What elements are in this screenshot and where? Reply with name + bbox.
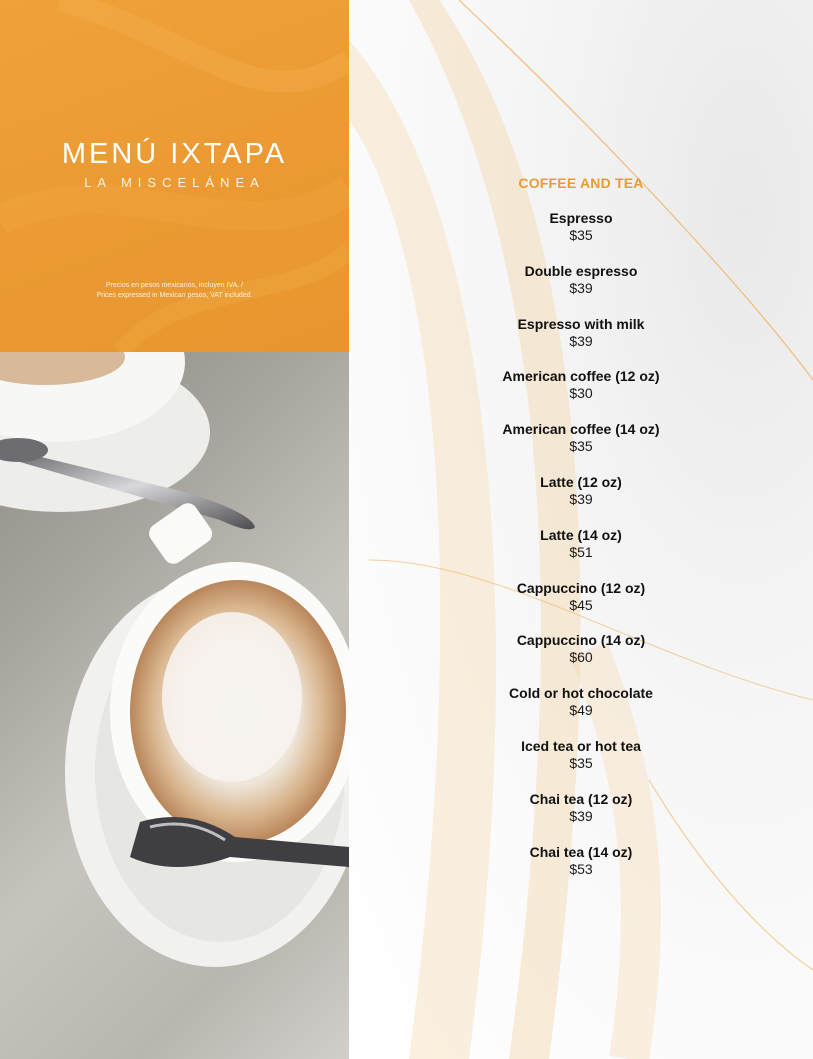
menu-item-name: American coffee (12 oz) [502,368,660,385]
menu-item-price: $39 [569,490,593,507]
coffee-photo [0,352,349,1059]
menu-item-name: Espresso with milk [517,315,645,332]
menu-item [349,368,813,421]
menu-item-price: $35 [569,227,593,243]
menu-item-name: Double espresso [524,262,638,279]
menu-item-name: Chai tea (14 oz) [529,843,633,860]
section-title-coffee-and-tea: COFFEE AND TEA [518,175,644,191]
menu-item-name: Latte (12 oz) [540,473,622,490]
menu-item-price: $30 [569,385,593,402]
menu-item [349,738,813,791]
menu-item-price: $49 [569,702,593,719]
menu-item-price: $39 [569,332,593,349]
menu-item [349,580,813,633]
price-note [0,281,349,301]
menu-item-price: $51 [569,543,593,560]
menu-item [349,527,813,580]
menu-item [349,632,813,685]
menu-item [349,474,813,527]
menu-item-price: $39 [569,279,593,296]
page-title: MENÚ IXTAPA [61,138,288,170]
menu-item [349,844,813,897]
menu-item-price: $35 [569,438,593,455]
menu-item-price: $35 [569,754,593,771]
menu-item-name: American coffee (14 oz) [502,421,660,438]
menu-item-price: $60 [569,649,593,666]
menu-item [349,263,813,316]
menu-item-name: Chai tea (12 oz) [529,790,633,807]
menu-item-name: Cold or hot chocolate [509,685,653,702]
menu-item-price: $39 [569,807,593,824]
page-subtitle: LA MISCELÁNEA [84,175,265,190]
menu-item [349,685,813,738]
price-note-es: Precios en pesos mexicanos, incluyen IVA. / [105,282,244,289]
menu-list [349,210,813,896]
menu-item [349,421,813,474]
price-note-en: Prices expressed in Mexican pesos, VAT included. [96,292,253,299]
header-block [0,0,349,352]
menu-item-name: Espresso [549,210,613,226]
menu-item-price: $53 [569,860,593,877]
coffee-cups-image [0,352,349,1059]
menu-item-price: $45 [569,596,593,613]
menu-item-name: Latte (14 oz) [540,526,622,543]
menu-item [349,791,813,844]
menu-item [349,210,813,263]
menu-item-name: Cappuccino (12 oz) [516,579,646,596]
menu-item-name: Cappuccino (14 oz) [516,632,646,649]
menu-item [349,316,813,369]
menu-item-name: Iced tea or hot tea [521,737,641,754]
